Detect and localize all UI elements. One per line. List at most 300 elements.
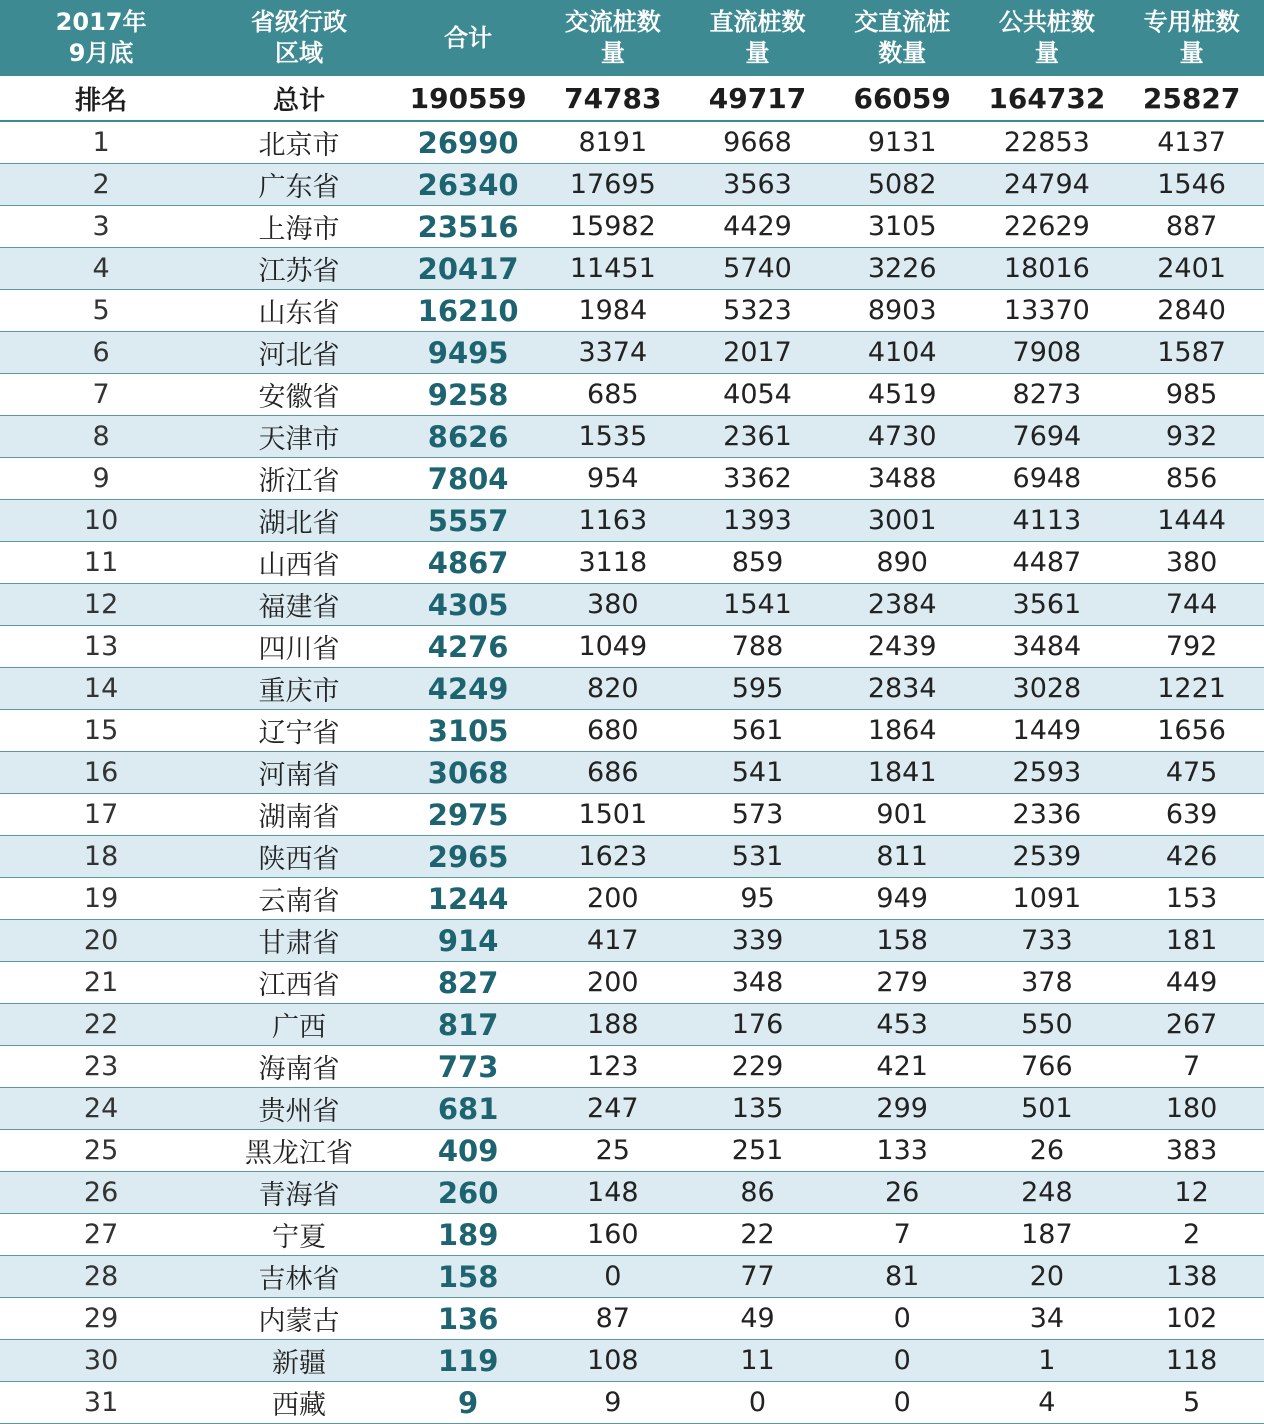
cell-region: 湖南省: [202, 794, 396, 836]
table-row: [0, 962, 1264, 1004]
cell-rank: 31: [0, 1382, 202, 1424]
cell-dc-count: 135: [685, 1088, 830, 1130]
cell-total: 26990: [396, 121, 541, 164]
cell-region: 西藏: [202, 1382, 396, 1424]
cell-private-count: 744: [1119, 584, 1264, 626]
totals-rank-label: 排名: [0, 76, 202, 121]
cell-ac-count: 200: [540, 962, 685, 1004]
cell-rank: 28: [0, 1256, 202, 1298]
cell-dc-count: 573: [685, 794, 830, 836]
cell-ac-count: 680: [540, 710, 685, 752]
cell-rank: 19: [0, 878, 202, 920]
cell-public-count: 3484: [975, 626, 1120, 668]
table-row: [0, 1382, 1264, 1424]
cell-private-count: 153: [1119, 878, 1264, 920]
cell-rank: 29: [0, 1298, 202, 1340]
cell-total: 23516: [396, 206, 541, 248]
cell-private-count: 1221: [1119, 668, 1264, 710]
cell-rank: 6: [0, 332, 202, 374]
table-row: [0, 878, 1264, 920]
totals-private: 25827: [1119, 76, 1264, 121]
totals-dc: 49717: [685, 76, 830, 121]
cell-public-count: 378: [975, 962, 1120, 1004]
cell-dc-count: 1393: [685, 500, 830, 542]
cell-acdc-count: 890: [830, 542, 975, 584]
header-private-line2: 量: [1179, 39, 1204, 67]
header-total: [396, 0, 541, 76]
cell-private-count: 2: [1119, 1214, 1264, 1256]
cell-ac-count: 3118: [540, 542, 685, 584]
cell-ac-count: 9: [540, 1382, 685, 1424]
cell-region: 吉林省: [202, 1256, 396, 1298]
cell-region: 湖北省: [202, 500, 396, 542]
cell-private-count: 639: [1119, 794, 1264, 836]
cell-acdc-count: 811: [830, 836, 975, 878]
cell-total: 4249: [396, 668, 541, 710]
cell-rank: 14: [0, 668, 202, 710]
cell-dc-count: 4429: [685, 206, 830, 248]
cell-rank: 13: [0, 626, 202, 668]
cell-rank: 15: [0, 710, 202, 752]
cell-rank: 2: [0, 164, 202, 206]
cell-acdc-count: 949: [830, 878, 975, 920]
table-row: [0, 332, 1264, 374]
table-row: [0, 584, 1264, 626]
cell-dc-count: 5740: [685, 248, 830, 290]
cell-total: 3068: [396, 752, 541, 794]
cell-acdc-count: 1864: [830, 710, 975, 752]
cell-dc-count: 11: [685, 1340, 830, 1382]
cell-dc-count: 541: [685, 752, 830, 794]
cell-acdc-count: 299: [830, 1088, 975, 1130]
table-row: [0, 164, 1264, 206]
table-row: [0, 752, 1264, 794]
cell-private-count: 1444: [1119, 500, 1264, 542]
cell-public-count: 7694: [975, 416, 1120, 458]
cell-private-count: 932: [1119, 416, 1264, 458]
cell-dc-count: 9668: [685, 121, 830, 164]
cell-ac-count: 15982: [540, 206, 685, 248]
header-total-line1: 合计: [444, 23, 493, 52]
cell-dc-count: 339: [685, 920, 830, 962]
cell-acdc-count: 81: [830, 1256, 975, 1298]
cell-public-count: 7908: [975, 332, 1120, 374]
cell-public-count: 1091: [975, 878, 1120, 920]
cell-ac-count: 820: [540, 668, 685, 710]
totals-public: 164732: [975, 76, 1120, 121]
cell-public-count: 501: [975, 1088, 1120, 1130]
cell-private-count: 2840: [1119, 290, 1264, 332]
cell-dc-count: 77: [685, 1256, 830, 1298]
cell-acdc-count: 26: [830, 1172, 975, 1214]
cell-ac-count: 247: [540, 1088, 685, 1130]
cell-ac-count: 123: [540, 1046, 685, 1088]
table-row: [0, 920, 1264, 962]
cell-acdc-count: 8903: [830, 290, 975, 332]
cell-public-count: 22629: [975, 206, 1120, 248]
cell-acdc-count: 4104: [830, 332, 975, 374]
cell-ac-count: 11451: [540, 248, 685, 290]
cell-acdc-count: 5082: [830, 164, 975, 206]
cell-total: 26340: [396, 164, 541, 206]
table-row: [0, 668, 1264, 710]
table-head: [0, 0, 1264, 121]
cell-region: 海南省: [202, 1046, 396, 1088]
cell-total: 7804: [396, 458, 541, 500]
cell-public-count: 2593: [975, 752, 1120, 794]
cell-region: 内蒙古: [202, 1298, 396, 1340]
cell-region: 新疆: [202, 1340, 396, 1382]
cell-rank: 24: [0, 1088, 202, 1130]
header-dc-line2: 量: [745, 39, 770, 67]
cell-region: 宁夏: [202, 1214, 396, 1256]
cell-total: 2965: [396, 836, 541, 878]
cell-acdc-count: 158: [830, 920, 975, 962]
cell-total: 3105: [396, 710, 541, 752]
header-ac-line2: 量: [600, 39, 625, 67]
table-body: [0, 121, 1264, 1424]
cell-private-count: 2401: [1119, 248, 1264, 290]
cell-acdc-count: 901: [830, 794, 975, 836]
cell-region: 重庆市: [202, 668, 396, 710]
cell-ac-count: 17695: [540, 164, 685, 206]
cell-public-count: 4: [975, 1382, 1120, 1424]
header-acdc: [830, 0, 975, 76]
header-dc: [685, 0, 830, 76]
cell-total: 2975: [396, 794, 541, 836]
cell-rank: 8: [0, 416, 202, 458]
cell-total: 9495: [396, 332, 541, 374]
table-row: [0, 794, 1264, 836]
cell-ac-count: 108: [540, 1340, 685, 1382]
cell-acdc-count: 7: [830, 1214, 975, 1256]
cell-rank: 20: [0, 920, 202, 962]
table-row: [0, 374, 1264, 416]
cell-private-count: 380: [1119, 542, 1264, 584]
cell-private-count: 267: [1119, 1004, 1264, 1046]
cell-dc-count: 49: [685, 1298, 830, 1340]
cell-rank: 9: [0, 458, 202, 500]
table-row: [0, 500, 1264, 542]
table-row: [0, 1298, 1264, 1340]
cell-ac-count: 160: [540, 1214, 685, 1256]
cell-total: 4276: [396, 626, 541, 668]
cell-private-count: 475: [1119, 752, 1264, 794]
header-private: [1119, 0, 1264, 76]
cell-rank: 16: [0, 752, 202, 794]
cell-rank: 26: [0, 1172, 202, 1214]
cell-private-count: 138: [1119, 1256, 1264, 1298]
cell-ac-count: 380: [540, 584, 685, 626]
cell-rank: 30: [0, 1340, 202, 1382]
cell-public-count: 1449: [975, 710, 1120, 752]
cell-total: 773: [396, 1046, 541, 1088]
cell-rank: 7: [0, 374, 202, 416]
cell-acdc-count: 3488: [830, 458, 975, 500]
cell-public-count: 2539: [975, 836, 1120, 878]
header-region: [202, 0, 396, 76]
cell-dc-count: 531: [685, 836, 830, 878]
cell-total: 681: [396, 1088, 541, 1130]
cell-public-count: 3561: [975, 584, 1120, 626]
cell-acdc-count: 9131: [830, 121, 975, 164]
table-row: [0, 1172, 1264, 1214]
cell-acdc-count: 2384: [830, 584, 975, 626]
cell-public-count: 3028: [975, 668, 1120, 710]
cell-rank: 23: [0, 1046, 202, 1088]
cell-dc-count: 86: [685, 1172, 830, 1214]
cell-private-count: 118: [1119, 1340, 1264, 1382]
cell-region: 浙江省: [202, 458, 396, 500]
cell-total: 817: [396, 1004, 541, 1046]
table-row: [0, 542, 1264, 584]
cell-total: 189: [396, 1214, 541, 1256]
totals-total: 190559: [396, 76, 541, 121]
table-row: [0, 1004, 1264, 1046]
cell-private-count: 181: [1119, 920, 1264, 962]
cell-acdc-count: 2439: [830, 626, 975, 668]
cell-region: 河南省: [202, 752, 396, 794]
cell-private-count: 449: [1119, 962, 1264, 1004]
cell-private-count: 12: [1119, 1172, 1264, 1214]
cell-dc-count: 176: [685, 1004, 830, 1046]
cell-total: 260: [396, 1172, 541, 1214]
cell-private-count: 4137: [1119, 121, 1264, 164]
cell-acdc-count: 133: [830, 1130, 975, 1172]
cell-acdc-count: 0: [830, 1340, 975, 1382]
cell-dc-count: 3563: [685, 164, 830, 206]
cell-rank: 11: [0, 542, 202, 584]
cell-ac-count: 8191: [540, 121, 685, 164]
totals-acdc: 66059: [830, 76, 975, 121]
cell-region: 四川省: [202, 626, 396, 668]
table-row: [0, 1046, 1264, 1088]
cell-rank: 10: [0, 500, 202, 542]
cell-private-count: 102: [1119, 1298, 1264, 1340]
cell-rank: 21: [0, 962, 202, 1004]
cell-dc-count: 251: [685, 1130, 830, 1172]
cell-public-count: 8273: [975, 374, 1120, 416]
cell-region: 山西省: [202, 542, 396, 584]
cell-rank: 22: [0, 1004, 202, 1046]
cell-rank: 25: [0, 1130, 202, 1172]
cell-region: 山东省: [202, 290, 396, 332]
header-acdc-line1: 交直流桩: [854, 8, 951, 36]
table-row: [0, 1130, 1264, 1172]
table-row: [0, 458, 1264, 500]
cell-total: 136: [396, 1298, 541, 1340]
cell-private-count: 180: [1119, 1088, 1264, 1130]
cell-rank: 3: [0, 206, 202, 248]
cell-ac-count: 188: [540, 1004, 685, 1046]
cell-dc-count: 22: [685, 1214, 830, 1256]
totals-region-label: 总计: [202, 76, 396, 121]
header-ac: [540, 0, 685, 76]
totals-ac: 74783: [540, 76, 685, 121]
table-row: [0, 1256, 1264, 1298]
cell-dc-count: 859: [685, 542, 830, 584]
cell-public-count: 18016: [975, 248, 1120, 290]
cell-private-count: 1587: [1119, 332, 1264, 374]
cell-public-count: 248: [975, 1172, 1120, 1214]
cell-total: 1244: [396, 878, 541, 920]
cell-total: 9: [396, 1382, 541, 1424]
cell-region: 青海省: [202, 1172, 396, 1214]
cell-total: 4305: [396, 584, 541, 626]
cell-public-count: 13370: [975, 290, 1120, 332]
cell-dc-count: 2361: [685, 416, 830, 458]
cell-rank: 17: [0, 794, 202, 836]
cell-rank: 12: [0, 584, 202, 626]
cell-public-count: 766: [975, 1046, 1120, 1088]
cell-ac-count: 1623: [540, 836, 685, 878]
cell-total: 119: [396, 1340, 541, 1382]
cell-dc-count: 229: [685, 1046, 830, 1088]
table-row: [0, 290, 1264, 332]
cell-region: 天津市: [202, 416, 396, 458]
cell-region: 江西省: [202, 962, 396, 1004]
header-public-line2: 量: [1034, 39, 1059, 67]
cell-total: 8626: [396, 416, 541, 458]
cell-ac-count: 1535: [540, 416, 685, 458]
header-private-line1: 专用桩数: [1143, 8, 1240, 36]
cell-dc-count: 2017: [685, 332, 830, 374]
cell-total: 827: [396, 962, 541, 1004]
cell-region: 上海市: [202, 206, 396, 248]
header-date-line2: 9月底: [68, 39, 134, 67]
cell-region: 辽宁省: [202, 710, 396, 752]
cell-dc-count: 95: [685, 878, 830, 920]
table-row: [0, 248, 1264, 290]
header-ac-line1: 交流桩数: [564, 8, 661, 36]
cell-acdc-count: 421: [830, 1046, 975, 1088]
cell-total: 9258: [396, 374, 541, 416]
cell-total: 158: [396, 1256, 541, 1298]
cell-public-count: 550: [975, 1004, 1120, 1046]
cell-private-count: 856: [1119, 458, 1264, 500]
cell-dc-count: 3362: [685, 458, 830, 500]
cell-ac-count: 1984: [540, 290, 685, 332]
cell-public-count: 4113: [975, 500, 1120, 542]
cell-dc-count: 1541: [685, 584, 830, 626]
table-row: [0, 710, 1264, 752]
cell-public-count: 733: [975, 920, 1120, 962]
cell-ac-count: 1501: [540, 794, 685, 836]
cell-private-count: 5: [1119, 1382, 1264, 1424]
header-row: [0, 0, 1264, 76]
cell-ac-count: 686: [540, 752, 685, 794]
table-row: [0, 626, 1264, 668]
cell-region: 贵州省: [202, 1088, 396, 1130]
table-row: [0, 416, 1264, 458]
cell-acdc-count: 1841: [830, 752, 975, 794]
totals-row: [0, 76, 1264, 121]
cell-ac-count: 685: [540, 374, 685, 416]
header-date-line1: 2017年: [55, 8, 147, 36]
cell-total: 20417: [396, 248, 541, 290]
cell-total: 16210: [396, 290, 541, 332]
cell-private-count: 1546: [1119, 164, 1264, 206]
cell-ac-count: 87: [540, 1298, 685, 1340]
cell-acdc-count: 4519: [830, 374, 975, 416]
cell-public-count: 22853: [975, 121, 1120, 164]
header-date: [0, 0, 202, 76]
cell-public-count: 26: [975, 1130, 1120, 1172]
cell-public-count: 187: [975, 1214, 1120, 1256]
cell-rank: 4: [0, 248, 202, 290]
cell-ac-count: 200: [540, 878, 685, 920]
header-public: [975, 0, 1120, 76]
cell-public-count: 20: [975, 1256, 1120, 1298]
cell-dc-count: 595: [685, 668, 830, 710]
cell-private-count: 887: [1119, 206, 1264, 248]
cell-public-count: 2336: [975, 794, 1120, 836]
cell-acdc-count: 0: [830, 1382, 975, 1424]
cell-ac-count: 417: [540, 920, 685, 962]
cell-region: 黑龙江省: [202, 1130, 396, 1172]
cell-total: 409: [396, 1130, 541, 1172]
cell-region: 陕西省: [202, 836, 396, 878]
table-row: [0, 121, 1264, 164]
header-acdc-line2: 数量: [878, 39, 927, 67]
cell-dc-count: 348: [685, 962, 830, 1004]
table-row: [0, 1214, 1264, 1256]
cell-acdc-count: 2834: [830, 668, 975, 710]
cell-public-count: 24794: [975, 164, 1120, 206]
cell-public-count: 1: [975, 1340, 1120, 1382]
cell-public-count: 34: [975, 1298, 1120, 1340]
header-region-line2: 区域: [274, 39, 323, 67]
cell-public-count: 6948: [975, 458, 1120, 500]
cell-region: 广东省: [202, 164, 396, 206]
table-row: [0, 1340, 1264, 1382]
cell-ac-count: 25: [540, 1130, 685, 1172]
cell-region: 云南省: [202, 878, 396, 920]
cell-region: 甘肃省: [202, 920, 396, 962]
cell-private-count: 426: [1119, 836, 1264, 878]
cell-rank: 5: [0, 290, 202, 332]
table-row: [0, 206, 1264, 248]
cell-rank: 27: [0, 1214, 202, 1256]
cell-acdc-count: 3226: [830, 248, 975, 290]
cell-acdc-count: 4730: [830, 416, 975, 458]
cell-dc-count: 788: [685, 626, 830, 668]
header-region-line1: 省级行政: [250, 8, 347, 36]
table-row: [0, 836, 1264, 878]
cell-ac-count: 1049: [540, 626, 685, 668]
cell-private-count: 383: [1119, 1130, 1264, 1172]
cell-dc-count: 4054: [685, 374, 830, 416]
cell-rank: 1: [0, 121, 202, 164]
cell-acdc-count: 0: [830, 1298, 975, 1340]
cell-ac-count: 148: [540, 1172, 685, 1214]
cell-dc-count: 5323: [685, 290, 830, 332]
cell-ac-count: 3374: [540, 332, 685, 374]
cell-total: 5557: [396, 500, 541, 542]
cell-acdc-count: 279: [830, 962, 975, 1004]
cell-private-count: 985: [1119, 374, 1264, 416]
cell-ac-count: 0: [540, 1256, 685, 1298]
cell-dc-count: 0: [685, 1382, 830, 1424]
cell-private-count: 1656: [1119, 710, 1264, 752]
cell-total: 914: [396, 920, 541, 962]
table-row: [0, 1088, 1264, 1130]
header-public-line1: 公共桩数: [998, 8, 1095, 36]
cell-region: 北京市: [202, 121, 396, 164]
cell-region: 福建省: [202, 584, 396, 626]
cell-region: 广西: [202, 1004, 396, 1046]
cell-total: 4867: [396, 542, 541, 584]
